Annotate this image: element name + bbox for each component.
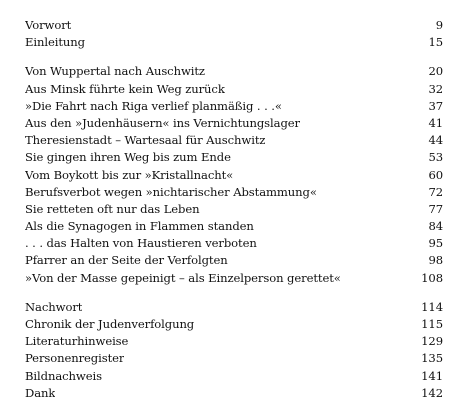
toc-entry	[25, 316, 443, 333]
toc-entry-page: 77	[428, 201, 443, 216]
toc-entry-title: »Die Fahrt nach Riga verlief planmäßig . . .«	[25, 98, 282, 113]
toc-entry-page: 72	[428, 184, 443, 199]
toc-group-back-matter	[25, 299, 443, 402]
toc-entry-title: Bildnachweis	[25, 368, 102, 383]
toc-entry-title: Literaturhinweise	[25, 334, 129, 349]
toc-entry-title: Aus Minsk führte kein Weg zurück	[25, 81, 225, 96]
toc-entry	[25, 299, 443, 316]
toc-entry	[25, 333, 443, 350]
toc-entry	[25, 252, 443, 269]
toc-entry-page: 95	[428, 236, 443, 251]
toc-entry	[25, 34, 443, 51]
toc-entry	[25, 132, 443, 149]
toc-entry	[25, 17, 443, 34]
toc-entry-title: Theresienstadt – Wartesaal für Auschwitz	[25, 133, 266, 148]
toc-entry-title: Chronik der Judenverfolgung	[25, 317, 195, 331]
toc-entry-title: Nachwort	[25, 299, 83, 314]
toc-entry-page: 115	[421, 317, 443, 331]
toc-entry	[25, 149, 443, 166]
toc-entry	[25, 350, 443, 367]
toc-entry-title: Vorwort	[25, 18, 72, 32]
toc-entry-page: 9	[435, 18, 443, 32]
toc-entry	[25, 270, 443, 287]
toc-entry	[25, 218, 443, 235]
toc-entry	[25, 368, 443, 385]
table-of-contents	[25, 17, 443, 402]
toc-entry-page: 44	[428, 133, 443, 148]
toc-entry-page: 20	[428, 64, 443, 79]
toc-entry-page: 129	[421, 334, 443, 349]
toc-entry	[25, 235, 443, 252]
toc-entry	[25, 385, 443, 402]
toc-entry-page: 142	[421, 385, 443, 400]
toc-entry	[25, 81, 443, 98]
toc-entry-page: 114	[421, 299, 443, 314]
toc-entry-page: 37	[428, 98, 443, 113]
toc-entry-page: 15	[428, 35, 443, 50]
toc-group-front-matter	[25, 17, 443, 51]
toc-entry	[25, 201, 443, 218]
toc-entry-page: 135	[421, 351, 443, 366]
toc-group-chapters	[25, 63, 443, 286]
toc-entry-title: Als die Synagogen in Flammen standen	[25, 219, 254, 234]
toc-entry-page: 53	[428, 150, 443, 165]
toc-entry-page: 108	[421, 270, 443, 285]
toc-entry	[25, 184, 443, 201]
toc-entry-title: . . . das Halten von Haustieren verboten	[25, 236, 257, 251]
toc-entry-page: 141	[421, 368, 443, 383]
toc-entry	[25, 98, 443, 115]
toc-entry-page: 98	[428, 253, 443, 268]
toc-entry-title: Vom Boykott bis zur »Kristallnacht«	[25, 167, 234, 182]
toc-entry-title: Personenregister	[25, 351, 125, 366]
toc-entry-title: Von Wuppertal nach Auschwitz	[25, 64, 205, 79]
toc-entry-title: Pfarrer an der Seite der Verfolgten	[25, 253, 228, 268]
toc-entry-title: Sie gingen ihren Weg bis zum Ende	[25, 150, 231, 165]
toc-entry-page: 60	[428, 167, 443, 182]
toc-entry-page: 41	[428, 115, 443, 130]
toc-entry	[25, 167, 443, 184]
toc-entry-page: 84	[428, 219, 443, 234]
toc-entry-title: Berufsverbot wegen »nichtarischer Abstammung«	[25, 184, 317, 199]
toc-entry-page: 32	[428, 81, 443, 96]
toc-entry-title: Sie retteten oft nur das Leben	[25, 201, 200, 216]
toc-entry-title: Dank	[25, 385, 56, 400]
toc-entry	[25, 63, 443, 80]
toc-entry-title: Einleitung	[25, 35, 85, 50]
toc-entry-title: »Von der Masse gepeinigt – als Einzelperson gerettet«	[25, 270, 341, 285]
toc-entry	[25, 115, 443, 132]
toc-entry-title: Aus den »Judenhäusern« ins Vernichtungslager	[25, 115, 300, 130]
